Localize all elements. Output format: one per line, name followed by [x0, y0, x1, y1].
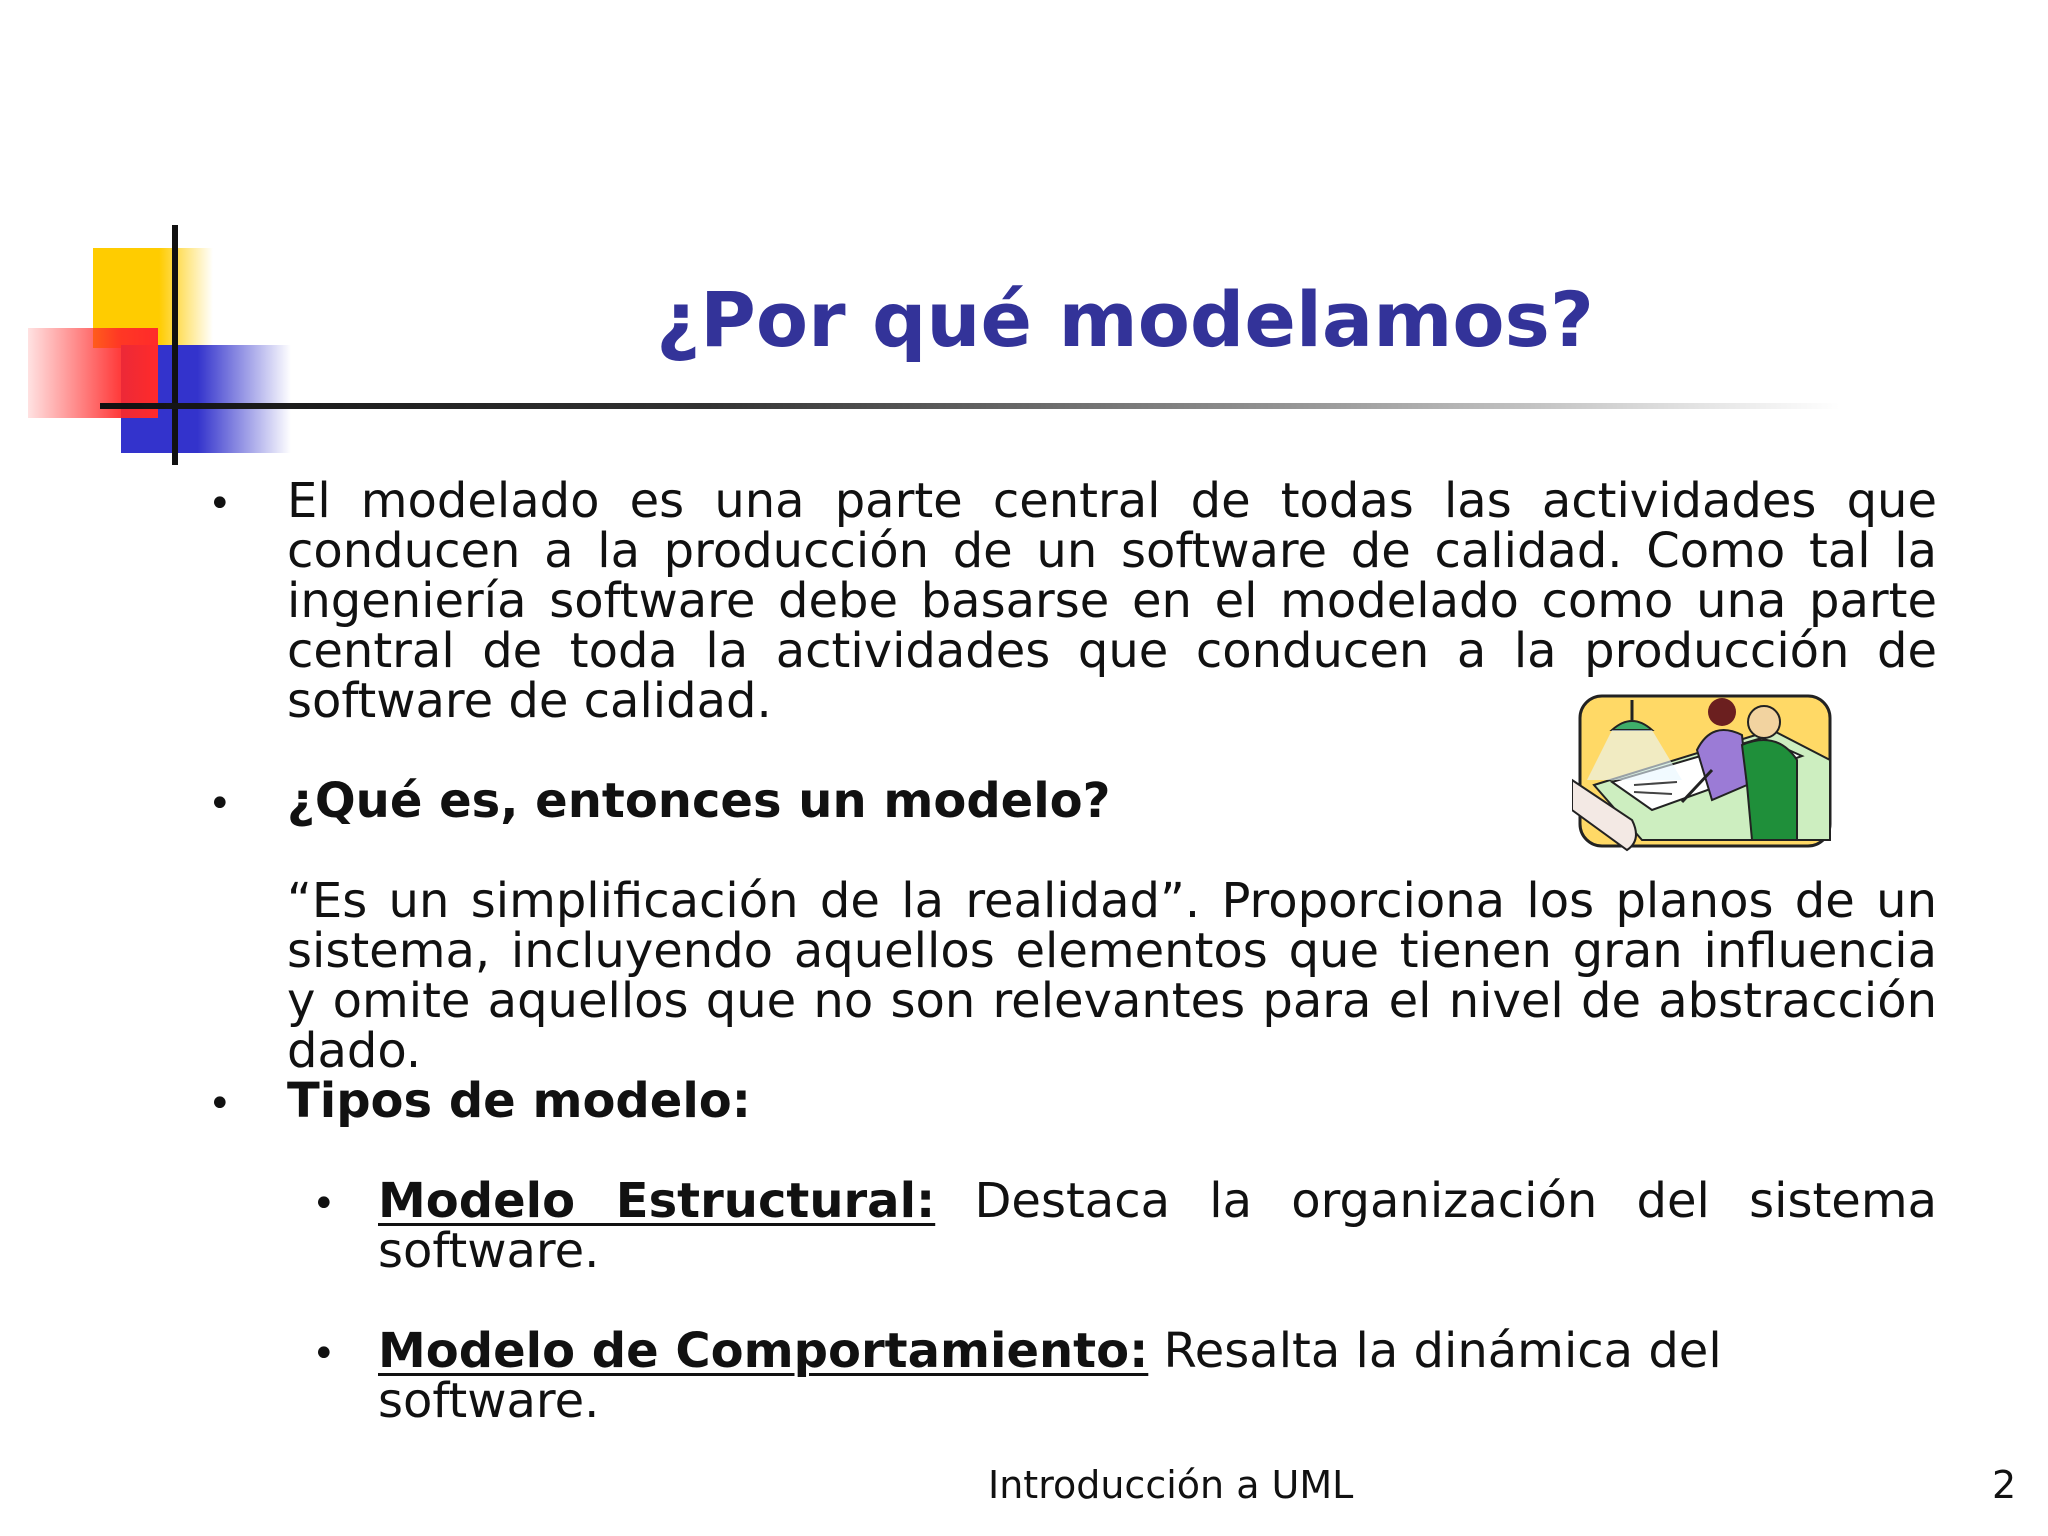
bullet-3-heading: Tipos de modelo:: [287, 1073, 751, 1129]
sub-bullet-marker: •: [312, 1331, 336, 1377]
sub-bullet-structural: [378, 1173, 1937, 1279]
bullet-marker: •: [208, 781, 232, 827]
behavioral-model-term: Modelo de Comportamiento:: [378, 1323, 1149, 1379]
bullet-2-heading: ¿Qué es, entonces un modelo?: [287, 773, 1111, 829]
architect-drafting-clipart-icon: [1572, 690, 1852, 855]
page-number: 2: [1992, 1463, 2017, 1507]
bullet-marker: •: [208, 481, 232, 527]
behavioral-model-text: Resalta la dinámica del software.: [378, 1323, 1722, 1429]
sub-bullet-marker: •: [312, 1181, 336, 1227]
sub-bullet-behavioral: [378, 1323, 1937, 1429]
footer-label: Introducción a UML: [988, 1463, 1354, 1507]
bullet-1-text: El modelado es una parte central de todas las actividades que conducen a la producción de un software de calidad. Como tal la ingeniería software debe basarse en el modelado como una parte central de toda la actividades que conducen a la producción de software de calidad.: [287, 473, 1937, 729]
bullet-2-text: “Es un simplificación de la realidad”. Proporciona los planos de un sistema, incluyendo aquellos elementos que tienen gran influencia y omite aquellos que no son relevantes para el nivel de abstracción dado.: [287, 873, 1937, 1079]
bullet-marker: •: [208, 1081, 232, 1127]
slide-title: ¿Por qué modelamos?: [656, 275, 1594, 364]
structural-model-term: Modelo Estructural:: [378, 1173, 936, 1229]
structural-model-text: Destaca la organización del sistema software.: [378, 1173, 1937, 1279]
